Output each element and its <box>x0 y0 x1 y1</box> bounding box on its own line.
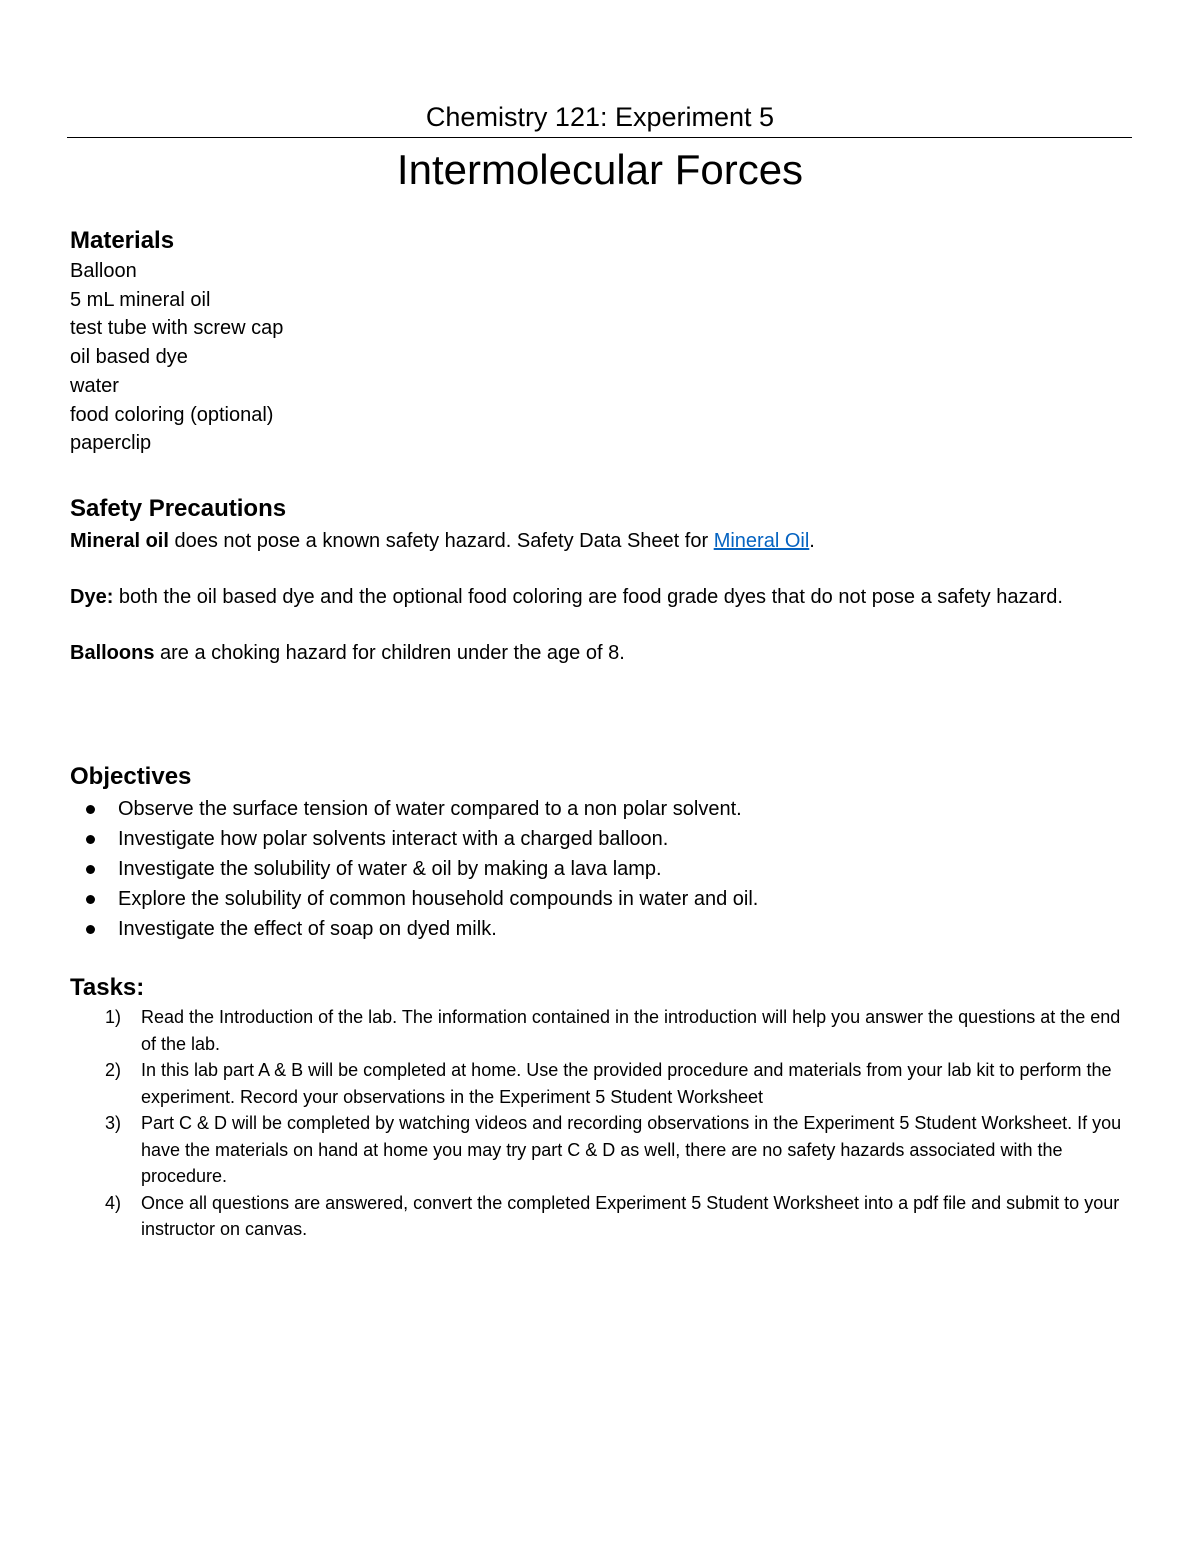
bullet-icon <box>86 895 95 904</box>
objective-item <box>70 854 1130 884</box>
objectives-list <box>70 794 1130 944</box>
task-number: 1) <box>105 1007 122 1027</box>
task-item <box>70 1110 1130 1190</box>
task-item <box>70 1190 1130 1243</box>
task-text: Once all questions are answered, convert the completed Experiment 5 Student Worksheet into a pdf file and submit to your instructor on canvas. <box>141 1192 1120 1239</box>
material-item: oil based dye <box>70 346 188 369</box>
bullet-icon <box>86 865 95 874</box>
task-text: In this lab part A & B will be completed at home. Use the provided procedure and materials from your lab kit to perform the experiment. Record your observations in the Experiment 5 Student Worksheet <box>141 1060 1112 1107</box>
mineral-oil-end: . <box>809 530 815 552</box>
objective-item <box>70 914 1130 944</box>
mineral-oil-text: does not pose a known safety hazard. Safety Data Sheet for <box>168 530 714 552</box>
task-text: Part C & D will be completed by watching videos and recording observations in the Experiment 5 Student Worksheet. If you have the materials on hand at home you may try part C & D as well, there are no safety hazards associated with the procedure. <box>141 1113 1122 1186</box>
title-divider <box>67 137 1132 138</box>
objectives-section <box>70 762 1130 944</box>
objective-item <box>70 794 1130 824</box>
task-number: 2) <box>105 1060 122 1080</box>
task-text: Read the Introduction of the lab. The information contained in the introduction will help you answer the questions at the end of the lab. <box>141 1007 1121 1054</box>
safety-heading: Safety Precautions <box>70 495 287 522</box>
objectives-heading: Objectives <box>70 763 192 790</box>
task-number: 3) <box>105 1113 122 1133</box>
material-item: water <box>70 374 119 397</box>
balloons-text: are a choking hazard for children under the age of 8. <box>154 642 625 664</box>
objective-text: Explore the solubility of common household compounds in water and oil. <box>118 888 759 910</box>
dye-text: both the oil based dye and the optional food coloring are food grade dyes that do not pose a safety hazard. <box>113 586 1063 608</box>
mineral-oil-label: Mineral oil <box>70 530 169 552</box>
material-item: 5 mL mineral oil <box>70 288 211 311</box>
objective-text: Investigate how polar solvents interact with a charged balloon. <box>118 828 669 850</box>
balloons-note <box>70 639 1130 668</box>
balloons-label: Balloons <box>70 642 155 664</box>
task-item <box>70 1004 1130 1057</box>
material-item: paperclip <box>70 432 152 455</box>
dye-label: Dye: <box>70 586 114 608</box>
safety-section <box>70 494 1130 668</box>
objective-text: Investigate the solubility of water & oil by making a lava lamp. <box>118 858 662 880</box>
tasks-heading: Tasks: <box>70 974 145 1001</box>
objective-text: Observe the surface tension of water compared to a non polar solvent. <box>118 798 742 820</box>
objective-text: Investigate the effect of soap on dyed milk. <box>118 918 497 940</box>
materials-section <box>70 226 1130 458</box>
bullet-icon <box>86 805 95 814</box>
document-title: Intermolecular Forces <box>396 146 804 193</box>
task-number: 4) <box>105 1192 122 1213</box>
materials-list <box>70 257 1130 458</box>
objective-item <box>70 884 1130 914</box>
course-title: Chemistry 121: Experiment 5 <box>425 102 775 132</box>
bullet-icon <box>86 925 95 934</box>
dye-note <box>70 583 1130 612</box>
tasks-list <box>70 1004 1130 1243</box>
materials-heading: Materials <box>70 227 175 254</box>
mineral-oil-note <box>70 527 1130 556</box>
material-item: test tube with screw cap <box>70 317 284 340</box>
material-item: Balloon <box>70 260 137 282</box>
task-item <box>70 1057 1130 1110</box>
mineral-oil-sds-link[interactable]: Mineral Oil <box>713 530 810 552</box>
objective-item <box>70 824 1130 854</box>
material-item: food coloring (optional) <box>70 403 274 426</box>
tasks-section <box>70 973 1130 1243</box>
bullet-icon <box>86 835 95 844</box>
